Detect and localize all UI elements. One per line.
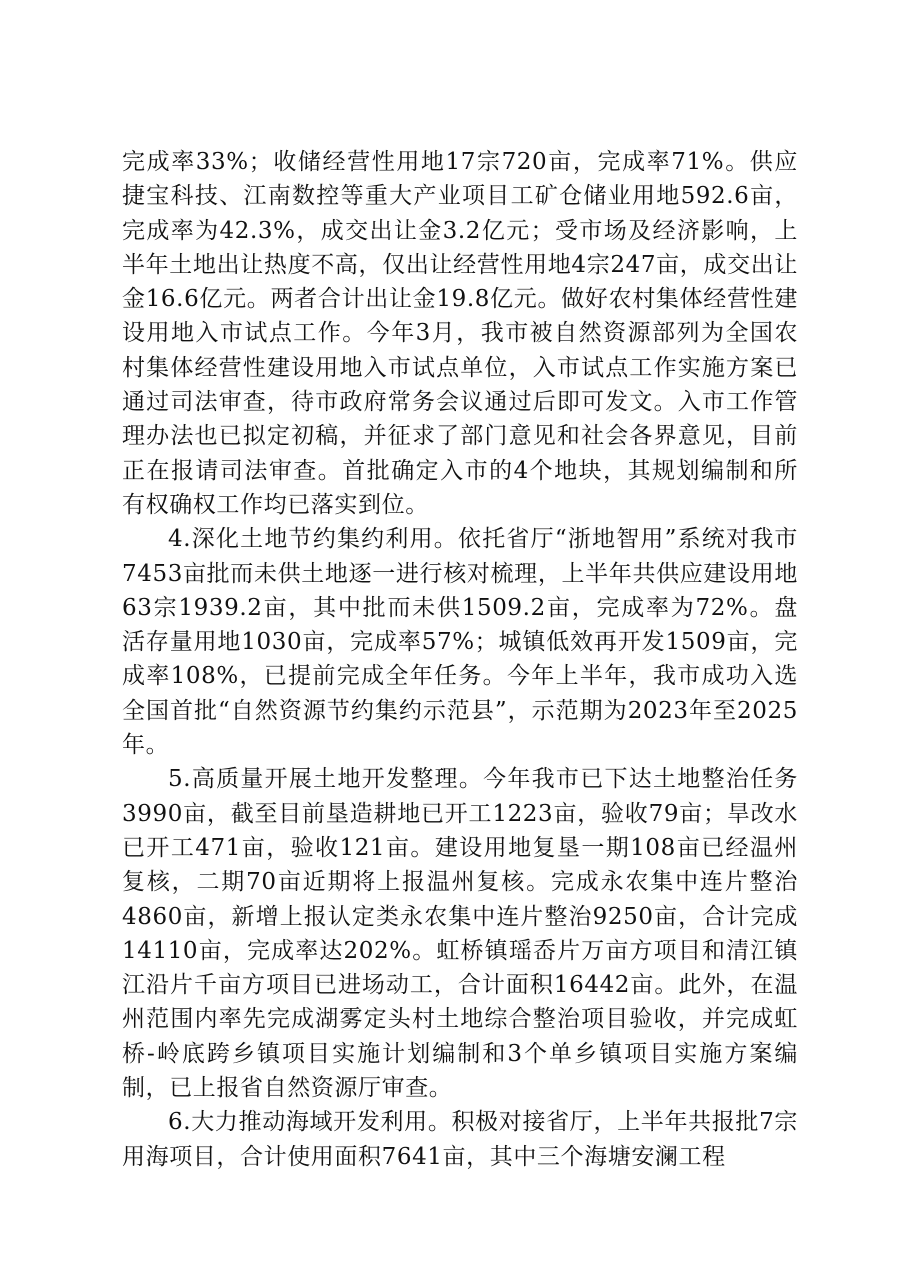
paragraph-land-intensive-use: 4.深化土地节约集约利用。依托省厅“浙地智用”系统对我市7453亩批而未供土地逐一进行核对梳理，上半年共供应建设用地63宗1939.2亩，其中批而未供1509.2亩，完成率为72%。盘活存量用地1030亩，完成率57%；城镇低效再开发1509亩，完成率108%，已提前完成全年任务。今年上半年，我市成功入选全国首批“自然资源节约集约示范县”，示范期为2023年至2025年。 — [122, 526, 798, 759]
paragraph-land-development: 5.高质量开展土地开发整理。今年我市已下达土地整治任务3990亩，截至目前垦造耕地已开工1223亩，验收79亩；旱改水已开工471亩，验收121亩。建设用地复垦一期108亩已经温州复核，二期70亩近期将上报温州复核。完成永农集中连片整治4860亩，新增上报认定类永农集中连片整治9250亩，合计完成14110亩，完成率达202%。虹桥镇瑶岙片万亩方项目和清江镇江沿片千亩方项目已进场动工，合计面积16442亩。此外，在温州范围内率先完成湖雾定头村土地综合整治项目验收，并完成虹桥-岭底跨乡镇项目实施计划编制和3个单乡镇项目实施方案编制，已上报省自然资源厅审查。 — [122, 766, 798, 1102]
paragraph-land-supply: 完成率33%；收储经营性用地17宗720亩，完成率71%。供应捷宝科技、江南数控等重大产业项目工矿仓储业用地592.6亩，完成率为42.3%，成交出让金3.2亿元；受市场及经济影响，上半年土地出让热度不高，仅出让经营性用地4宗247亩，成交出让金16.6亿元。两者合计出让金19.8亿元。做好农村集体经营性建设用地入市试点工作。今年3月，我市被自然资源部列为全国农村集体经营性建设用地入市试点单位，入市试点工作实施方案已通过司法审查，待市政府常务会议通过后即可发文。入市工作管理办法也已拟定初稿，并征求了部门意见和社会各界意见，目前正在报请司法审查。首批确定入市的4个地块，其规划编制和所有权确权工作均已落实到位。 — [122, 149, 798, 518]
document-page — [122, 145, 798, 1174]
paragraph-sea-area-use: 6.大力推动海域开发利用。积极对接省厅，上半年共报批7宗用海项目，合计使用面积7641亩，其中三个海塘安澜工程 — [122, 1109, 798, 1170]
